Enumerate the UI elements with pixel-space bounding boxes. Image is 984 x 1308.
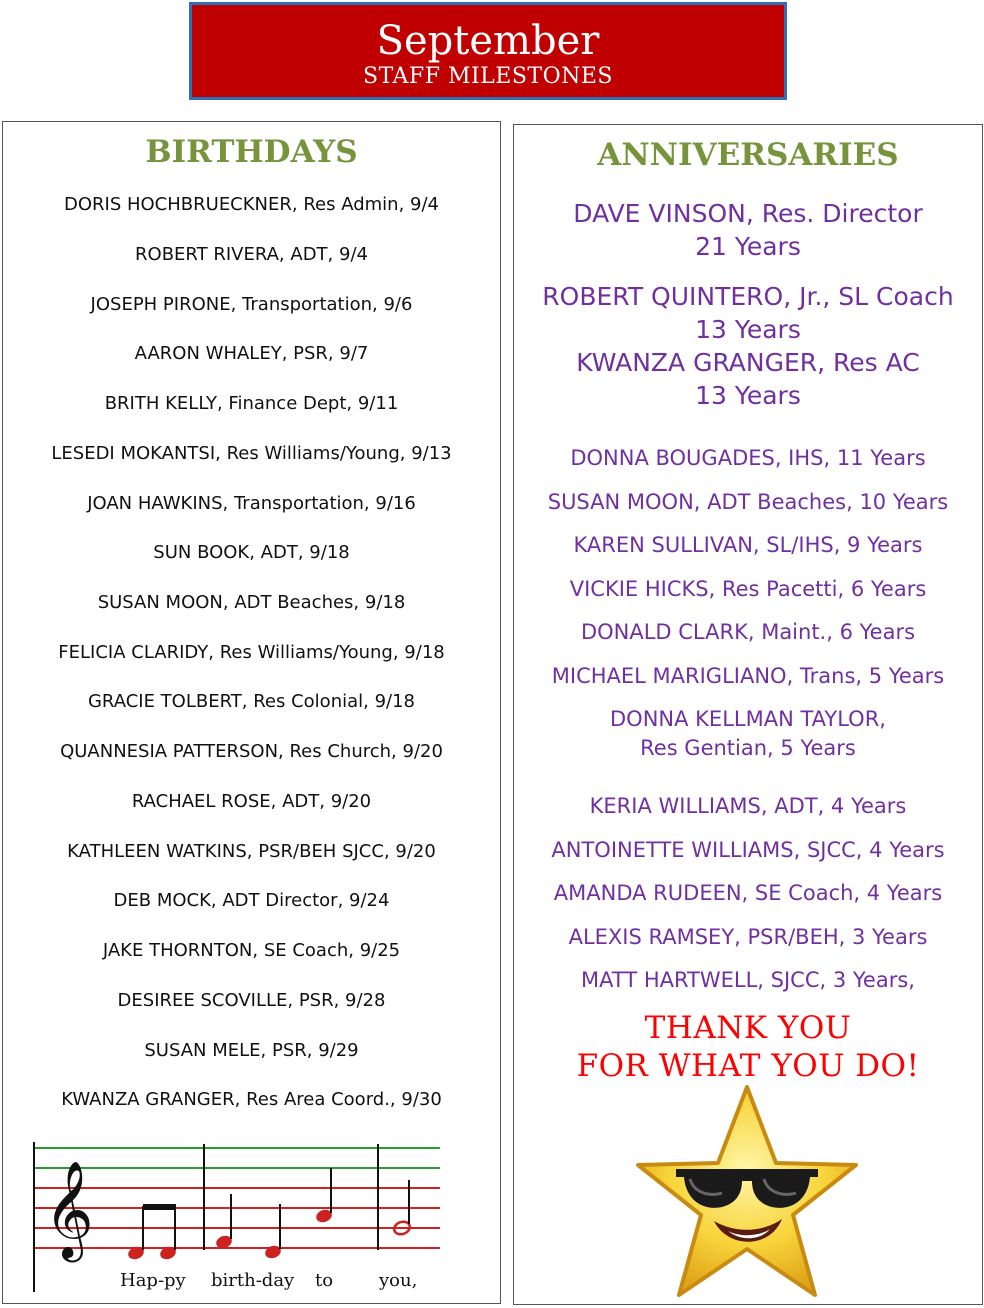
anniversary-item: AMANDA RUDEEN, SE Coach, 4 Years: [553, 881, 943, 905]
anniversary-item: DONNA BOUGADES, IHS, 11 Years: [570, 446, 926, 470]
anniversary-item: KERIA WILLIAMS, ADT, 4 Years: [589, 794, 907, 818]
star-sunglasses-icon: [632, 1081, 862, 1301]
anniversary-item: MATT HARTWELL, SJCC, 3 Years,: [581, 968, 915, 992]
anniversary-featured: [514, 197, 982, 263]
birthday-item: FELICIA CLARIDY, Res Williams/Young, 9/18: [58, 642, 445, 663]
birthday-item: KATHLEEN WATKINS, PSR/BEH SJCC, 9/20: [67, 841, 436, 862]
anniversary-item: MICHAEL MARIGLIANO, Trans, 5 Years: [551, 664, 945, 688]
anniversary-item: [514, 705, 982, 763]
thank-you-line: THANK YOU: [644, 1010, 852, 1046]
anniversary-detail: Res Gentian, 5 Years: [640, 736, 856, 760]
birthday-item: JOAN HAWKINS, Transportation, 9/16: [87, 493, 416, 514]
anniversary-item: VICKIE HICKS, Res Pacetti, 6 Years: [569, 577, 927, 601]
birthday-item: ROBERT RIVERA, ADT, 9/4: [135, 244, 368, 265]
birthday-item: QUANNESIA PATTERSON, Res Church, 9/20: [60, 741, 443, 762]
lyric: birth-day: [211, 1270, 295, 1291]
anniversary-name: KWANZA GRANGER, Res AC: [576, 348, 920, 377]
birthday-item: DESIREE SCOVILLE, PSR, 9/28: [117, 990, 386, 1011]
anniversary-years: 21 Years: [695, 232, 801, 261]
birthday-item: DORIS HOCHBRUECKNER, Res Admin, 9/4: [63, 194, 439, 215]
thank-you-message: [514, 1009, 982, 1085]
anniversary-item: DONALD CLARK, Maint., 6 Years: [580, 620, 916, 644]
birthday-music-staff: [30, 1134, 442, 1294]
anniversary-years: 13 Years: [695, 315, 801, 344]
birthday-item: AARON WHALEY, PSR, 9/7: [134, 343, 369, 364]
birthday-item: SUSAN MOON, ADT Beaches, 9/18: [97, 592, 406, 613]
birthday-item: DEB MOCK, ADT Director, 9/24: [113, 890, 390, 911]
thank-you-line: FOR WHAT YOU DO!: [576, 1048, 920, 1084]
page-subtitle: STAFF MILESTONES: [363, 64, 613, 89]
anniversary-featured: [514, 280, 982, 412]
lyric: Hap-py: [120, 1270, 186, 1291]
anniversary-item: KAREN SULLIVAN, SL/IHS, 9 Years: [573, 533, 923, 557]
anniversaries-heading: ANNIVERSARIES: [597, 137, 899, 173]
birthday-item: JAKE THORNTON, SE Coach, 9/25: [102, 940, 401, 961]
lyric: to: [315, 1270, 334, 1291]
anniversary-name: DAVE VINSON, Res. Director: [573, 199, 923, 228]
birthday-item: SUN BOOK, ADT, 9/18: [153, 542, 350, 563]
birthday-item: LESEDI MOKANTSI, Res Williams/Young, 9/13: [51, 443, 452, 464]
anniversary-item: ALEXIS RAMSEY, PSR/BEH, 3 Years: [568, 925, 928, 949]
anniversary-item: ANTOINETTE WILLIAMS, SJCC, 4 Years: [551, 838, 945, 862]
treble-clef-icon: 𝄞: [44, 1160, 94, 1258]
lyric: you,: [379, 1270, 418, 1291]
birthdays-panel: [2, 121, 501, 1304]
anniversary-item: SUSAN MOON, ADT Beaches, 10 Years: [547, 490, 949, 514]
anniversaries-panel: [513, 124, 983, 1305]
birthday-item: BRITH KELLY, Finance Dept, 9/11: [104, 393, 399, 414]
birthday-item: GRACIE TOLBERT, Res Colonial, 9/18: [87, 691, 415, 712]
anniversary-name: ROBERT QUINTERO, Jr., SL Coach: [542, 282, 954, 311]
birthdays-heading: BIRTHDAYS: [145, 134, 358, 170]
birthday-item: JOSEPH PIRONE, Transportation, 9/6: [90, 294, 413, 315]
birthday-item: SUSAN MELE, PSR, 9/29: [144, 1040, 359, 1061]
birthday-item: RACHAEL ROSE, ADT, 9/20: [131, 791, 372, 812]
header-banner: [189, 2, 787, 100]
anniversary-name: DONNA KELLMAN TAYLOR,: [610, 707, 886, 731]
anniversary-years: 13 Years: [695, 381, 801, 410]
page-title: September: [376, 18, 600, 64]
birthday-item: KWANZA GRANGER, Res Area Coord., 9/30: [61, 1089, 442, 1110]
